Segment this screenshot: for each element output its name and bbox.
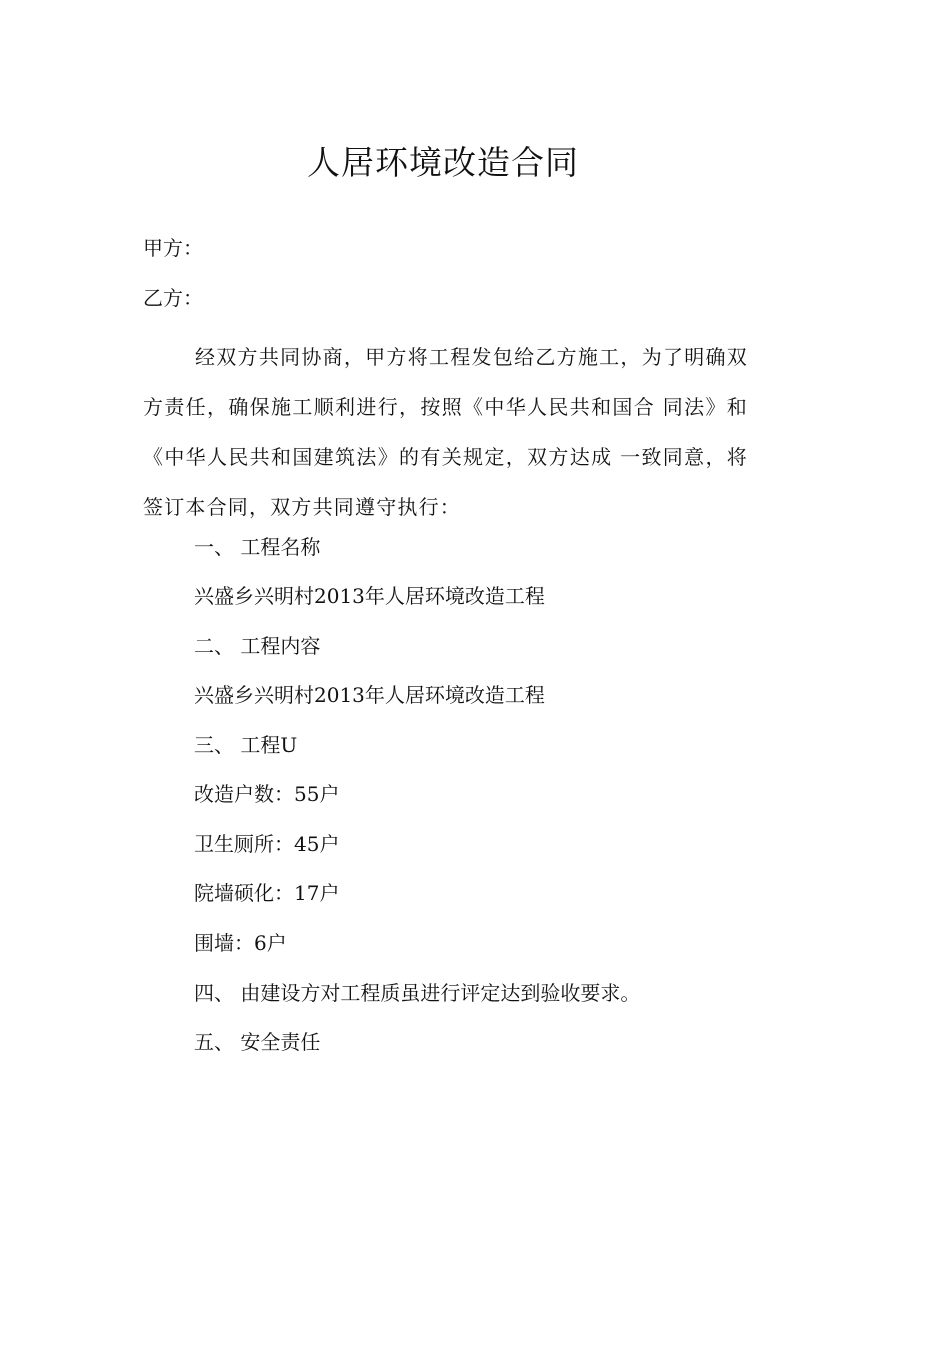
section-heading-project-quantity: 三、 工程U	[194, 733, 298, 757]
section-heading-safety: 五、 安全责任	[194, 1030, 321, 1054]
section-heading-project-name: 一、 工程名称	[194, 535, 321, 559]
project-name-value: 兴盛乡兴明村2013年人居环境改造工程	[194, 584, 545, 608]
intro-paragraph: 经双方共同协商，甲方将工程发包给乙方施工，为了明确双方责任，确保施工顺利进行，按照《中华人民共和国合 同法》和《中华人民共和国建筑法》的有关规定，双方达成 一致同意，将签订本合同，双方共同遵守执行：	[143, 345, 748, 519]
party-a-label: 甲方：	[143, 236, 203, 260]
quantity-yard-walls: 院墙硕化：17户	[194, 881, 340, 905]
quantity-toilets: 卫生厕所：45户	[194, 832, 340, 856]
quantity-households: 改造户数：55户	[194, 782, 340, 806]
project-content-value: 兴盛乡兴明村2013年人居环境改造工程	[194, 683, 545, 707]
document-title: 人居环境改造合同	[307, 143, 579, 182]
section-heading-quality: 四、 由建设方对工程质虽进行评定达到验收要求。	[194, 981, 641, 1005]
quantity-fences: 围墙：6户	[194, 931, 287, 955]
party-b-label: 乙方：	[143, 286, 203, 310]
section-heading-project-content: 二、 工程内容	[194, 634, 321, 658]
